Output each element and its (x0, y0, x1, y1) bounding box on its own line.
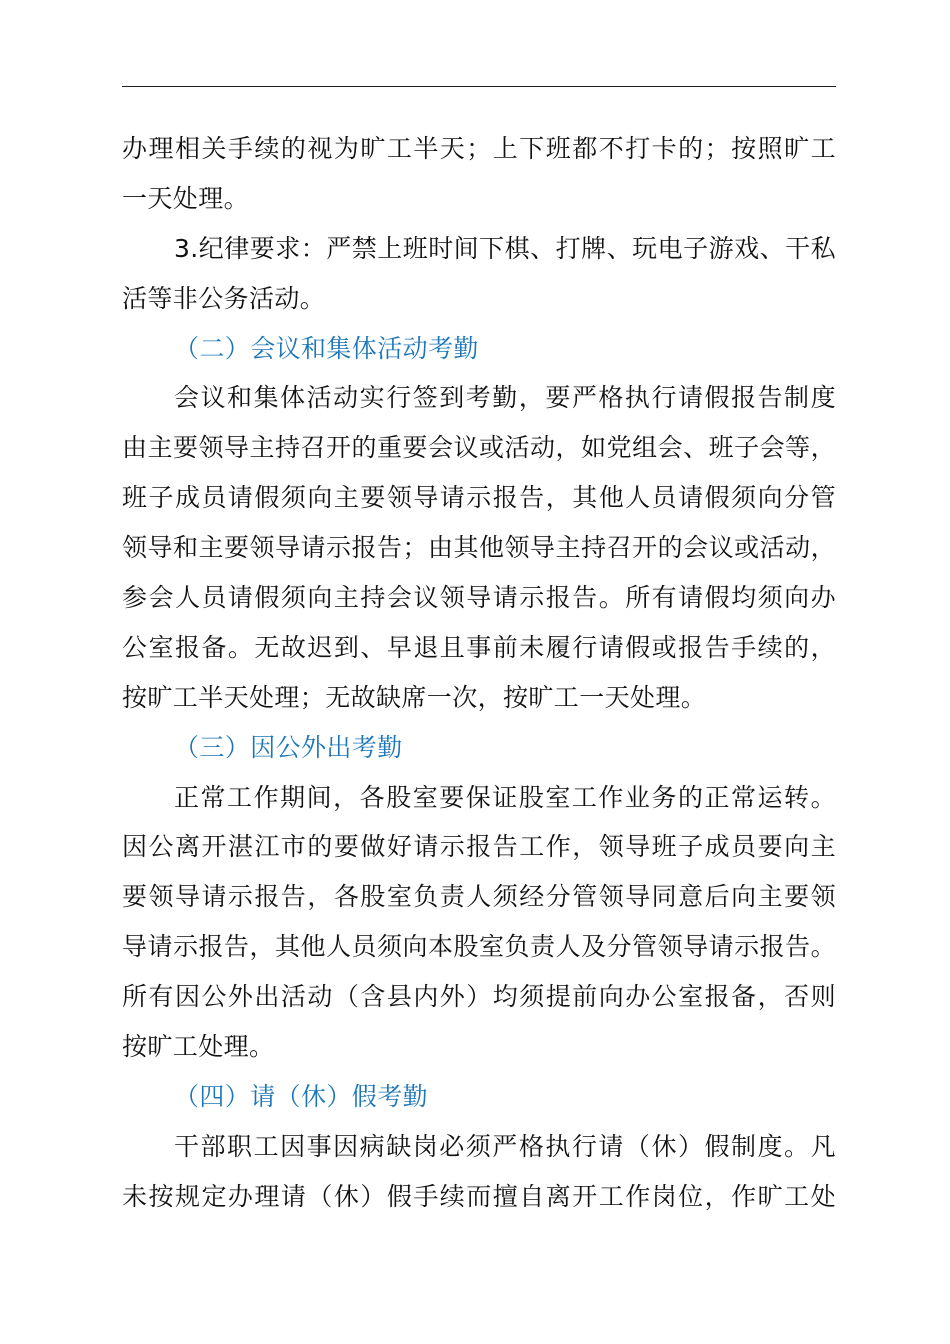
body-line: 班子成员请假须向主要领导请示报告，其他人员请假须向分管 (122, 483, 836, 513)
body-line: 会议和集体活动实行签到考勤，要严格执行请假报告制度 (174, 383, 836, 413)
section-heading-business-trips: （三）因公外出考勤 (174, 732, 403, 762)
body-line: 办理相关手续的视为旷工半天；上下班都不打卡的；按照旷工 (122, 134, 836, 163)
header-rule (122, 86, 836, 87)
document-body (122, 124, 836, 1222)
body-line: 按旷工处理。 (122, 1032, 275, 1062)
body-line: 要领导请示报告，各股室负责人须经分管领导同意后向主要领 (122, 882, 836, 912)
body-line: 干部职工因事因病缺岗必须严格执行请（休）假制度。凡 (174, 1131, 836, 1161)
body-line: 正常工作期间，各股室要保证股室工作业务的正常运转。 (174, 782, 836, 812)
body-line: 参会人员请假须向主持会议领导请示报告。所有请假均须向办 (122, 583, 836, 613)
section-heading-meetings: （二）会议和集体活动考勤 (174, 333, 479, 363)
body-line: 公室报备。无故迟到、早退且事前未履行请假或报告手续的， (122, 632, 836, 662)
body-line: 领导和主要领导请示报告；由其他领导主持召开的会议或活动， (122, 533, 836, 563)
body-line: 由主要领导主持召开的重要会议或活动，如党组会、班子会等， (122, 433, 836, 463)
body-line: 未按规定办理请（休）假手续而擅自离开工作岗位，作旷工处 (122, 1181, 836, 1211)
body-line: 因公离开湛江市的要做好请示报告工作，领导班子成员要向主 (122, 832, 836, 862)
body-line: 按旷工半天处理；无故缺席一次，按旷工一天处理。 (122, 682, 707, 712)
body-line: 一天处理。 (122, 183, 250, 213)
section-heading-leave: （四）请（休）假考勤 (174, 1081, 429, 1111)
body-line: 所有因公外出活动（含县内外）均须提前向办公室报备，否则 (122, 982, 836, 1012)
discipline-requirement-line: 3.纪律要求：严禁上班时间下棋、打牌、玩电子游戏、干私 (174, 233, 836, 263)
body-line: 活等非公务活动。 (122, 283, 326, 313)
body-line: 导请示报告，其他人员须向本股室负责人及分管领导请示报告。 (122, 932, 836, 962)
